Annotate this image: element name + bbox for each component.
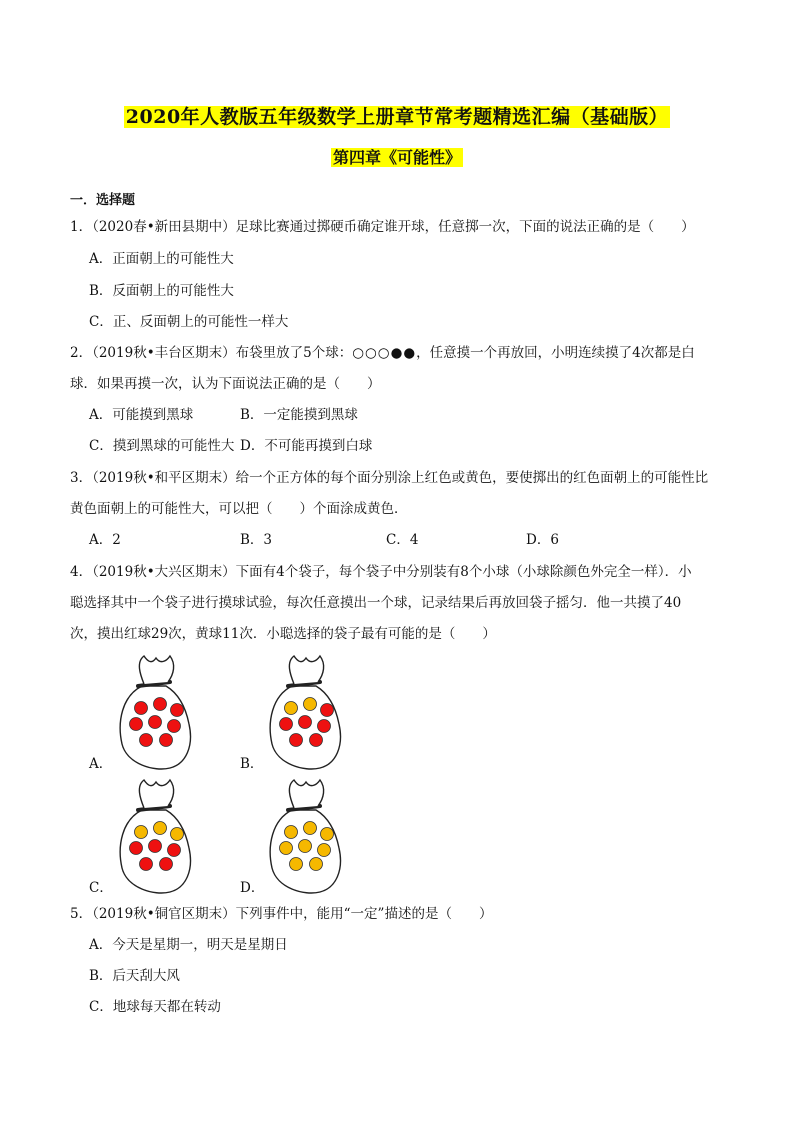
ball-bag-b xyxy=(264,652,346,774)
page-title xyxy=(0,104,794,130)
yellow-ball xyxy=(304,698,317,711)
red-ball xyxy=(168,720,181,733)
bag-top xyxy=(289,656,323,684)
question-2-option-d: D．不可能再摸到白球 xyxy=(240,438,373,454)
yellow-ball xyxy=(321,828,334,841)
red-ball xyxy=(318,720,331,733)
red-ball xyxy=(168,844,181,857)
question-3-option-b: B．3 xyxy=(240,532,273,548)
yellow-ball xyxy=(285,702,298,715)
question-4-line-1: 4．（2019秋•大兴区期末）下面有4个袋子，每个袋子中分别装有8个小球（小球除颜色外完全一样）．小 xyxy=(70,564,692,580)
ball-bag-c xyxy=(114,776,196,898)
red-ball xyxy=(135,702,148,715)
ball-bag-d xyxy=(264,776,346,898)
section-heading: 一．选择题 xyxy=(70,193,136,208)
chapter-title xyxy=(0,146,794,170)
yellow-ball xyxy=(318,844,331,857)
yellow-ball xyxy=(171,828,184,841)
question-2-text-part-2: ，任意摸一个再放回，小明连续摸了4次都是白 xyxy=(416,345,695,361)
chapter-title-text: 第四章《可能性》 xyxy=(332,148,461,167)
question-3-option-c: C．4 xyxy=(386,532,419,548)
question-4-option-c: C． xyxy=(89,880,113,896)
red-ball xyxy=(130,718,143,731)
bag-top xyxy=(139,780,173,808)
yellow-ball xyxy=(310,858,323,871)
red-ball xyxy=(149,840,162,853)
yellow-ball xyxy=(290,858,303,871)
yellow-ball xyxy=(304,822,317,835)
red-ball xyxy=(310,734,323,747)
question-1-option-a: A．正面朝上的可能性大 xyxy=(89,251,234,267)
bag-top xyxy=(139,656,173,684)
page-title-text: 2020年人教版五年级数学上册章节常考题精选汇编（基础版） xyxy=(125,106,669,128)
question-4-option-a: A． xyxy=(89,756,113,772)
red-ball xyxy=(140,858,153,871)
question-3-line-1: 3．（2019秋•和平区期末）给一个正方体的每个面分别涂上红色或黄色，要使掷出的红色面朝上的可能性比 xyxy=(70,470,709,486)
question-5-line-1: 5．（2019秋•铜官区期末）下列事件中，能用“一定”描述的是（ ） xyxy=(70,906,493,922)
question-5-option-c: C．地球每天都在转动 xyxy=(89,999,221,1015)
question-2-text-part-1: 2．（2019秋•丰台区期末）布袋里放了5个球： xyxy=(70,345,353,361)
yellow-ball xyxy=(280,842,293,855)
question-3-option-d: D．6 xyxy=(526,532,559,548)
question-2-line-2: 球．如果再摸一次，认为下面说法正确的是（ ） xyxy=(70,376,381,392)
red-ball xyxy=(154,698,167,711)
red-ball xyxy=(171,704,184,717)
question-2-option-b: B．一定能摸到黑球 xyxy=(240,407,358,423)
ball-bag-a xyxy=(114,652,196,774)
question-4-option-b: B． xyxy=(240,756,264,772)
question-1-line-1: 1．（2020春•新田县期中）足球比赛通过掷硬币确定谁开球，任意掷一次，下面的说法正确的是（ ） xyxy=(70,219,695,235)
red-ball xyxy=(280,718,293,731)
question-5-option-a: A．今天是星期一，明天是星期日 xyxy=(89,937,288,953)
question-4-option-d: D． xyxy=(240,880,265,896)
question-2-option-c: C．摸到黑球的可能性大 xyxy=(89,438,235,454)
question-3-line-2: 黄色面朝上的可能性大，可以把（ ）个面涂成黄色． xyxy=(70,501,408,517)
question-2-line-1 xyxy=(70,343,695,363)
question-4-line-2: 聪选择其中一个袋子进行摸球试验，每次任意摸出一个球，记录结果后再放回袋子摇匀．他一共摸了40 xyxy=(70,595,682,611)
question-3-option-a: A．2 xyxy=(89,532,121,548)
red-ball xyxy=(290,734,303,747)
yellow-ball xyxy=(285,826,298,839)
yellow-ball xyxy=(299,840,312,853)
red-ball xyxy=(149,716,162,729)
red-ball xyxy=(160,858,173,871)
red-ball xyxy=(140,734,153,747)
question-1-option-b: B．反面朝上的可能性大 xyxy=(89,283,234,299)
bag-top xyxy=(289,780,323,808)
red-ball xyxy=(160,734,173,747)
question-5-option-b: B．后天刮大风 xyxy=(89,968,180,984)
red-ball xyxy=(299,716,312,729)
yellow-ball xyxy=(135,826,148,839)
question-4-line-3: 次，摸出红球29次，黄球11次．小聪选择的袋子最有可能的是（ ） xyxy=(70,626,496,642)
question-1-option-c: C．正、反面朝上的可能性一样大 xyxy=(89,314,289,330)
question-2-option-a: A．可能摸到黑球 xyxy=(89,407,194,423)
red-ball xyxy=(321,704,334,717)
ball-symbols: ○○○●● xyxy=(352,345,417,361)
red-ball xyxy=(130,842,143,855)
yellow-ball xyxy=(154,822,167,835)
